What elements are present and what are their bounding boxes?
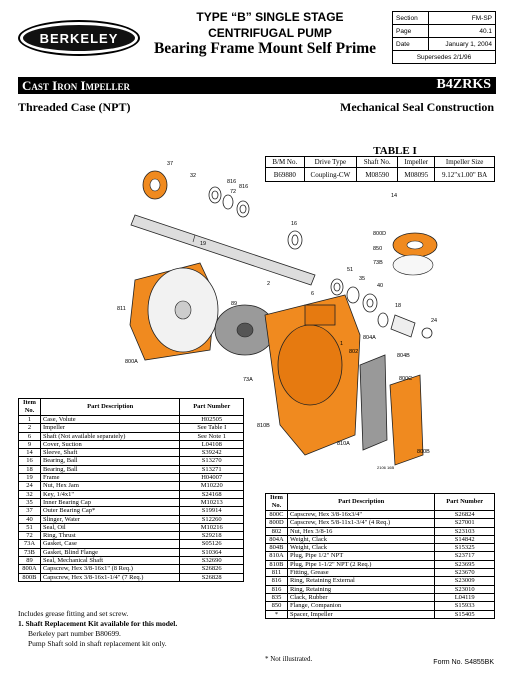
part-number: M10220 [180,482,244,490]
part-number: S27001 [435,519,495,527]
part-number: S12260 [180,515,244,523]
part-number: S14842 [435,535,495,543]
logo-text: BERKELEY [39,30,119,46]
impeller [215,305,275,355]
table1-title: TABLE I [373,145,417,157]
part-description: Fitting, Grease [287,569,434,577]
parts-row [19,498,244,506]
label-1: 1 [340,341,344,347]
part-number: S32690 [180,557,244,565]
label-800c: 800C [399,376,413,382]
label-816a: 816 [227,179,237,185]
parts-row [19,474,244,482]
item-no: 2 [19,424,41,432]
label-37: 37 [167,161,174,167]
part-description: Weight, Clack [287,544,434,552]
item-no: 73B [19,548,41,556]
table1-cell: 9.12"x1.00" BA [435,168,495,182]
item-no: 51 [19,523,41,531]
label-810a: 810A [337,441,350,447]
part-number: S23103 [435,527,495,535]
item-no: 19 [19,474,41,482]
part-description: Bearing, Ball [40,465,179,473]
shaft-sleeve [391,315,415,337]
jam-nut [422,328,432,338]
item-no: 40 [19,515,41,523]
parts-left-header: Part Description [40,399,179,416]
page-value: 40.1 [428,25,495,38]
table1 [265,156,495,182]
item-no: * [266,610,288,618]
label-72: 72 [230,189,237,195]
banner-left: Cast Iron Impeller [22,78,131,93]
banner-right: B4ZRKS [436,77,491,92]
item-no: 89 [19,557,41,565]
part-description: Shaft (Not available separately) [40,432,179,440]
part-description: Sleeve, Shaft [40,449,179,457]
parts-left-header: Part Number [180,399,244,416]
note-1: 1. Shaft Replacement Kit available for this model. [18,619,178,628]
parts-row [266,577,495,585]
label-810b: 810B [257,423,270,429]
document-info-box [392,11,496,64]
parts-row [19,490,244,498]
label-51: 51 [347,267,354,273]
label-73b: 73B [373,260,383,266]
part-number: M10216 [180,523,244,531]
label-800d: 800D [373,231,387,237]
date-label: Date [393,38,429,51]
label-811: 811 [117,306,126,312]
label-6: 6 [311,291,315,297]
part-description: Plug, Pipe 1-1/2" NPT (2 Req.) [287,560,434,568]
label-73a: 73A [243,377,253,383]
part-description: Inner Bearing Cap [40,498,179,506]
part-description: Capscrew, Hex 3/8-16x3/4" [287,511,434,519]
parts-row [266,602,495,610]
part-number: S29218 [180,532,244,540]
label-19: 19 [200,241,207,247]
item-no: 810A [266,552,288,560]
item-no: 32 [19,490,41,498]
item-no: 37 [19,507,41,515]
suction-gasket [360,355,387,450]
note-grease: Includes grease fitting and set screw. [18,609,129,618]
parts-row [266,569,495,577]
label-14: 14 [391,193,398,199]
item-no: 810B [266,560,288,568]
parts-row [19,507,244,515]
part-number: S15325 [435,544,495,552]
part-description: Flange, Companion [287,602,434,610]
part-description: Ring, Retaining [287,585,434,593]
supersedes: Supersedes 2/1/96 [393,51,496,64]
item-no: 14 [19,449,41,457]
item-no: 850 [266,602,288,610]
parts-row [266,552,495,560]
part-description: Spacer, Impeller [287,610,434,618]
parts-row [19,457,244,465]
berkeley-logo [18,20,140,56]
part-number: L04119 [435,593,495,601]
parts-row [19,449,244,457]
parts-right-header: Part Description [287,494,434,511]
label-800a: 800A [125,359,138,365]
label-804b: 804B [397,353,410,359]
item-no: 18 [19,465,41,473]
parts-row [19,540,244,548]
parts-row [266,560,495,568]
part-number: S23670 [435,569,495,577]
part-description: Seal, Oil [40,523,179,531]
label-32: 32 [190,173,197,179]
section-value: FM-SP [428,12,495,25]
part-description: Cover, Suction [40,440,179,448]
section-label: Section [393,12,429,25]
parts-right-header: Part Number [435,494,495,511]
parts-row [19,565,244,573]
part-description: Seal, Mechanical Shaft [40,557,179,565]
part-number: S23695 [435,560,495,568]
table1-header: Drive Type [304,157,357,168]
part-description: Key, 1/4x1" [40,490,179,498]
part-number: S19914 [180,507,244,515]
parts-row [19,482,244,490]
part-description: Nut, Hex 3/8-16 [287,527,434,535]
parts-row [266,511,495,519]
table1-header: Impeller Size [435,157,495,168]
part-description: Ring, Retaining External [287,577,434,585]
part-description: Outer Bearing Cap* [40,507,179,515]
parts-row [266,527,495,535]
part-description: Nut, Hex Jam [40,482,179,490]
parts-right-header: Item No. [266,494,288,511]
parts-row [19,424,244,432]
item-no: 9 [19,440,41,448]
part-description: Bearing, Ball [40,457,179,465]
label-2: 2 [267,281,271,287]
part-description: Gasket, Blind Flange [40,548,179,556]
volute-case [265,295,360,455]
part-description: Slinger, Water [40,515,179,523]
part-number: S39242 [180,449,244,457]
parts-row [19,523,244,531]
item-no: 816 [266,577,288,585]
label-800b: 800B [417,449,430,455]
parts-row [266,610,495,618]
part-description: Case, Volute [40,416,179,424]
parts-row [266,535,495,543]
not-illustrated-note: * Not illustrated. [265,655,313,663]
title-line-3: Bearing Frame Mount Self Prime [153,40,377,57]
parts-row [266,593,495,601]
note-1-part: Berkeley part number B80699. [28,629,121,638]
part-number: S10364 [180,548,244,556]
part-description: Capscrew, Hex 3/8-16x1" (8 Req.) [40,565,179,573]
item-no: 816 [266,585,288,593]
table1-cell: M08095 [398,168,435,182]
form-number: Form No. S4855BK [433,659,494,666]
part-description: Ring, Thrust [40,532,179,540]
label-16: 16 [291,221,298,227]
item-no: 6 [19,432,41,440]
item-no: 811 [266,569,288,577]
parts-row [19,416,244,424]
parts-left-header: Item No. [19,399,41,416]
part-description: Gasket, Case [40,540,179,548]
part-number: H04007 [180,474,244,482]
title-line-2: CENTRIFUGAL PUMP [208,26,332,40]
item-no: 73A [19,540,41,548]
parts-row [19,440,244,448]
table1-header: B/M No. [266,157,305,168]
banner [18,77,496,94]
parts-row [266,585,495,593]
parts-table-left [18,398,244,582]
part-number: See Note 1 [180,432,244,440]
parts-row [19,432,244,440]
bearing-frame [130,263,218,360]
part-number: S13270 [180,457,244,465]
page-label: Page [393,25,429,38]
part-description: Weight, Clack [287,535,434,543]
parts-row [266,519,495,527]
label-850: 850 [373,246,383,252]
part-description: Clack, Rubber [287,593,434,601]
item-no: 35 [19,498,41,506]
label-89: 89 [231,301,238,307]
part-description: Plug, Pipe 1/2" NPT [287,552,434,560]
date-value: January 1, 2004 [428,38,495,51]
item-no: 835 [266,593,288,601]
part-number: S23717 [435,552,495,560]
parts-row [19,548,244,556]
item-no: 1 [19,416,41,424]
parts-row [19,465,244,473]
part-number: S26824 [435,511,495,519]
part-number: See Table I [180,424,244,432]
part-number: S13271 [180,465,244,473]
item-no: 800D [266,519,288,527]
subtitle-right: Mechanical Seal Construction [340,100,494,114]
title-line-1: TYPE “B” SINGLE STAGE [196,10,344,24]
label-24: 24 [431,318,438,324]
part-number: L04108 [180,440,244,448]
label-18: 18 [395,303,402,309]
part-number: S15933 [435,602,495,610]
outer-bearing-cap [143,171,167,199]
item-no: 804A [266,535,288,543]
part-number: S05126 [180,540,244,548]
note-1-shaft: Pump Shaft sold in shaft replacement kit only. [28,639,167,648]
table1-cell: Coupling-CW [304,168,357,182]
companion-flange [393,233,437,275]
part-number: S15405 [435,610,495,618]
item-no: 24 [19,482,41,490]
part-description: Impeller [40,424,179,432]
table1-header: Shaft No. [357,157,398,168]
part-number: M10213 [180,498,244,506]
part-description: Capscrew, Hex 5/8-11x1-3/4" (4 Req.) [287,519,434,527]
label-35: 35 [359,276,366,282]
part-description: Frame [40,474,179,482]
table1-cell: M08590 [357,168,398,182]
part-description: Capscrew, Hex 3/8-16x1-1/4" (7 Req.) [40,573,179,581]
notes [18,609,177,649]
drawing-number: 2106 16B [377,465,395,470]
parts-row [19,532,244,540]
item-no: 800A [19,565,41,573]
table1-row [266,168,495,182]
part-number: S23010 [435,585,495,593]
part-number: H02505 [180,416,244,424]
label-816b: 816 [239,184,249,190]
parts-row [19,573,244,581]
item-no: 800B [19,573,41,581]
table1-cell: B69880 [266,168,305,182]
item-no: 804B [266,544,288,552]
part-number: S23009 [435,577,495,585]
subtitle-left: Threaded Case (NPT) [18,100,131,114]
table1-header: Impeller [398,157,435,168]
part-number: S26826 [180,565,244,573]
part-number: S26828 [180,573,244,581]
parts-row [19,557,244,565]
part-number: S24168 [180,490,244,498]
label-802: 802 [349,349,359,355]
item-no: 802 [266,527,288,535]
item-no: 16 [19,457,41,465]
item-no: 800C [266,511,288,519]
parts-row [266,544,495,552]
parts-row [19,515,244,523]
label-40: 40 [377,283,384,289]
label-804a: 804A [363,335,376,341]
parts-table-right [265,493,495,619]
item-no: 72 [19,532,41,540]
